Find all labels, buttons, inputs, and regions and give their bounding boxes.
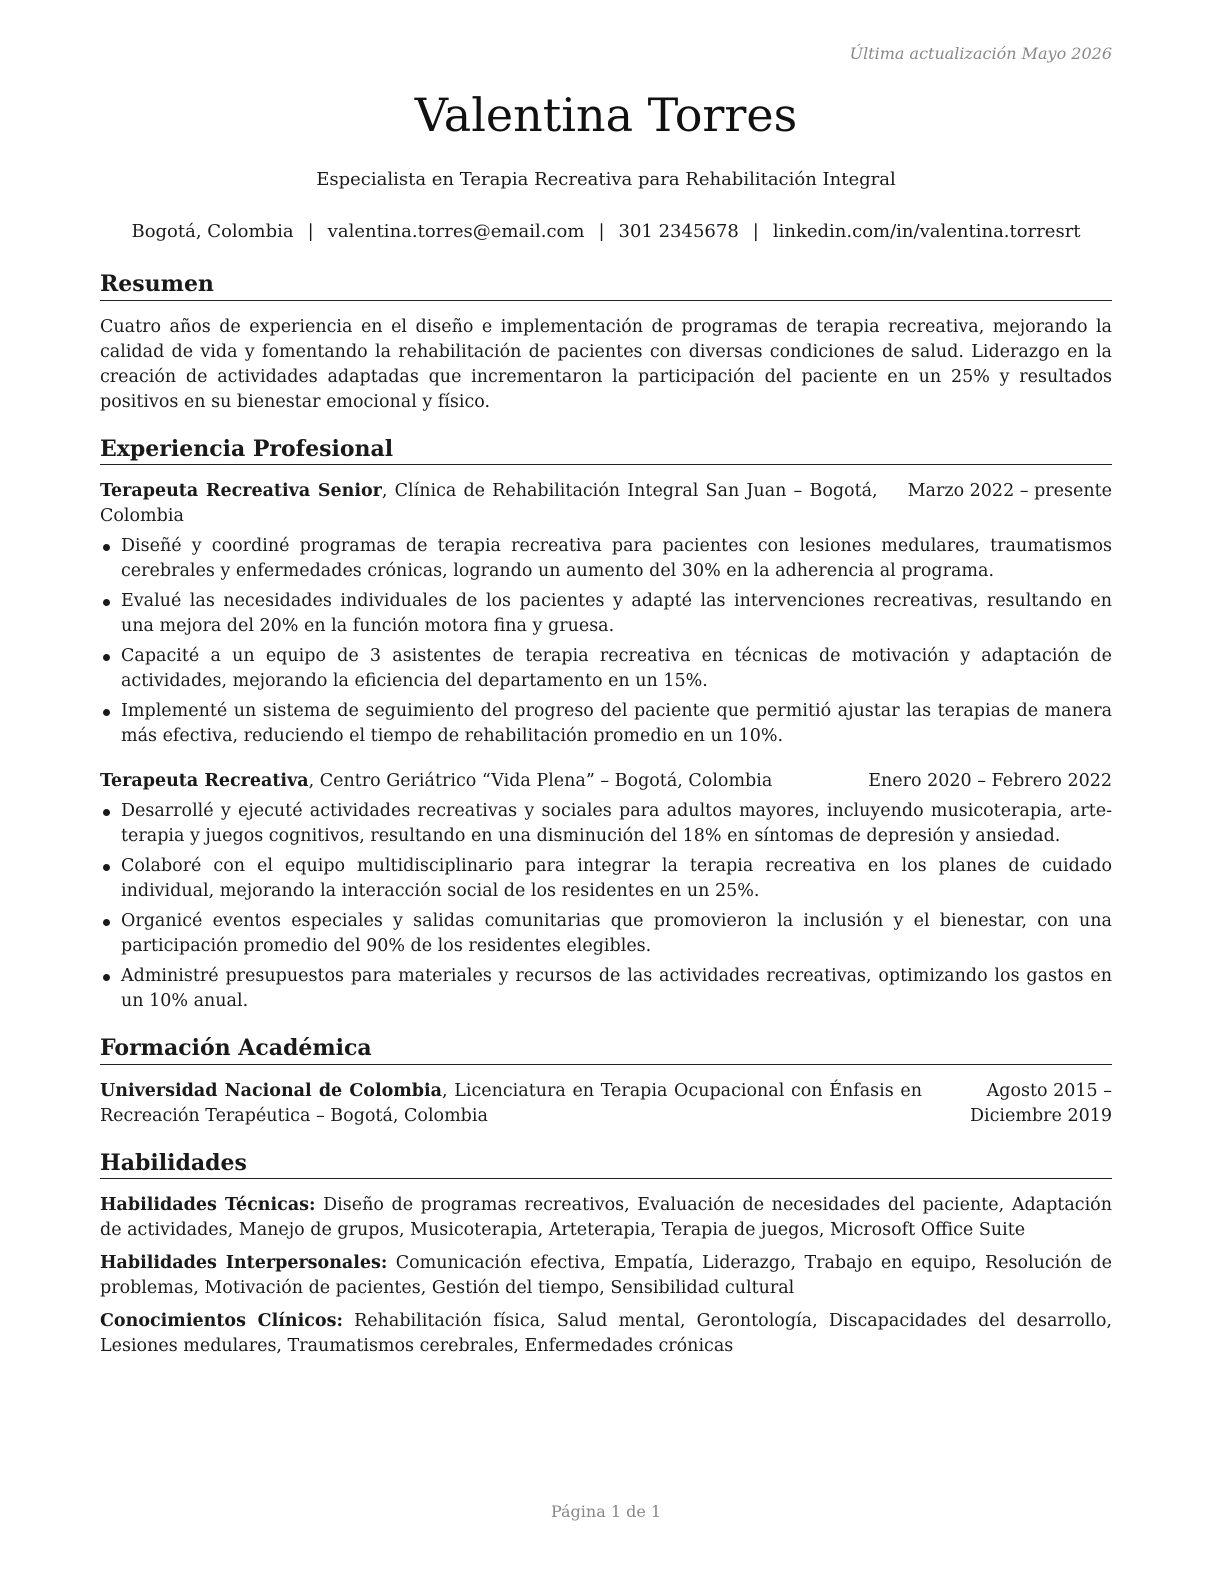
section-title-education: Formación Académica: [100, 1034, 1112, 1065]
job-bullets: [100, 799, 1112, 1014]
skill-group: [100, 1251, 1112, 1301]
bullet-icon: [103, 974, 110, 981]
education-entry: [100, 1079, 1112, 1129]
contact-separator: |: [307, 221, 314, 242]
last-updated-note: Última actualización Mayo 2026: [849, 44, 1112, 63]
job-bullets: [100, 534, 1112, 749]
job-dates: Marzo 2022 – presente: [907, 481, 1112, 502]
bullet-icon: [103, 599, 110, 606]
list-item: [100, 644, 1112, 694]
bullet-icon: [103, 654, 110, 661]
skill-group-text: Comunicación efectiva, Empatía, Liderazgo, Trabajo en equipo, Resolución de problemas, Motivación de pacientes, Gestión del tiempo, Sensibilidad cultural: [100, 1253, 1112, 1299]
skill-group-text: Diseño de programas recreativos, Evaluación de necesidades del paciente, Adaptación de actividades, Manejo de grupos, Musicoterapia, Arteterapia, Terapia de juegos, Microsoft Office Suite: [100, 1195, 1112, 1241]
skill-group: [100, 1309, 1112, 1359]
contact-separator: |: [752, 221, 759, 242]
job-dates: Enero 2020 – Febrero 2022: [868, 771, 1112, 792]
skill-group-label: Habilidades Técnicas:: [100, 1195, 316, 1216]
bullet-text: Desarrollé y ejecuté actividades recreativas y sociales para adultos mayores, incluyendo musicoterapia, arte-terapia y juegos cognitivos, resultando en una disminución del 18% en síntomas de depresión y ansiedad.: [121, 801, 1112, 847]
bullet-text: Organicé eventos especiales y salidas comunitarias que promovieron la inclusión y el bienestar, con una participación promedio del 90% de los residentes elegibles.: [121, 911, 1112, 957]
skill-group-text: Rehabilitación física, Salud mental, Gerontología, Discapacidades del desarrollo, Lesiones medulares, Traumatismos cerebrales, Enfermedades crónicas: [100, 1311, 1112, 1357]
summary-text: Cuatro años de experiencia en el diseño e implementación de programas de terapia recreativa, mejorando la calidad de vida y fomentando la rehabilitación de pacientes con diversas condiciones de salud. Liderazgo en la creación de actividades adaptadas que incrementaron la participación del paciente en un 25% y resultados positivos en su bienestar emocional y físico.: [100, 316, 1112, 412]
section-title-skills: Habilidades: [100, 1149, 1112, 1180]
list-item: [100, 589, 1112, 639]
experience-section: [100, 435, 1112, 1015]
summary-section: [100, 270, 1112, 415]
contact-separator: |: [598, 221, 605, 242]
education-section: [100, 1034, 1112, 1129]
candidate-name: Valentina Torres: [414, 88, 798, 142]
job-role: Terapeuta Recreativa Senior: [100, 481, 382, 502]
job-title-line: [100, 769, 868, 794]
bullet-icon: [103, 709, 110, 716]
education-school: Universidad Nacional de Colombia: [100, 1080, 443, 1101]
list-item: [100, 909, 1112, 959]
bullet-icon: [103, 919, 110, 926]
skill-group-label: Habilidades Interpersonales:: [100, 1253, 388, 1274]
section-title-experience: Experiencia Profesional: [100, 435, 1112, 466]
list-item: [100, 799, 1112, 849]
resume-body: [100, 270, 1112, 1359]
job-organization: , Clínica de Rehabilitación Integral San Juan – Bogotá, Colombia: [100, 481, 878, 527]
skill-group: [100, 1193, 1112, 1243]
contact-email[interactable]: valentina.torres@email.com: [327, 221, 585, 242]
list-item: [100, 534, 1112, 584]
list-item: [100, 964, 1112, 1014]
skills-section: [100, 1149, 1112, 1360]
job-header: [100, 769, 1112, 794]
job-header: [100, 479, 1112, 529]
list-item: [100, 854, 1112, 904]
bullet-text: Capacité a un equipo de 3 asistentes de terapia recreativa en técnicas de motivación y adaptación de actividades, mejorando la eficiencia del departamento en un 15%.: [121, 646, 1112, 692]
job-entry: [100, 769, 1112, 1014]
bullet-text: Evalué las necesidades individuales de los pacientes y adapté las intervenciones recreativas, resultando en una mejora del 20% en la función motora fina y gruesa.: [121, 591, 1112, 637]
professional-title: Especialista en Terapia Recreativa para Rehabilitación Integral: [316, 169, 896, 190]
job-title-line: [100, 479, 908, 529]
page-number: Página 1 de 1: [550, 1502, 662, 1521]
job-entry: [100, 479, 1112, 749]
skill-group-label: Conocimientos Clínicos:: [100, 1311, 343, 1332]
job-organization: , Centro Geriátrico “Vida Plena” – Bogotá, Colombia: [308, 771, 773, 792]
list-item: [100, 699, 1112, 749]
job-role: Terapeuta Recreativa: [100, 771, 309, 792]
contact-line: [100, 220, 1112, 243]
contact-phone: 301 2345678: [618, 221, 739, 242]
bullet-text: Administré presupuestos para materiales y recursos de las actividades recreativas, optimizando los gastos en un 10% anual.: [121, 966, 1112, 1012]
bullet-text: Implementé un sistema de seguimiento del progreso del paciente que permitió ajustar las terapias de manera más efectiva, reduciendo el tiempo de rehabilitación promedio en un 10%.: [121, 701, 1112, 747]
section-title-summary: Resumen: [100, 270, 1112, 301]
bullet-icon: [103, 809, 110, 816]
bullet-icon: [103, 544, 110, 551]
bullet-text: Colaboré con el equipo multidisciplinario para integrar la terapia recreativa en los planes de cuidado individual, mejorando la interacción social de los residentes en un 25%.: [121, 856, 1112, 902]
contact-linkedin[interactable]: linkedin.com/in/valentina.torresrt: [772, 221, 1081, 242]
bullet-text: Diseñé y coordiné programas de terapia recreativa para pacientes con lesiones medulares, traumatismos cerebrales y enfermedades crónicas, logrando un aumento del 30% en la adherencia al programa.: [121, 536, 1112, 582]
bullet-icon: [103, 864, 110, 871]
education-dates: Agosto 2015 – Diciembre 2019: [970, 1080, 1112, 1126]
contact-location: Bogotá, Colombia: [131, 221, 294, 242]
education-degree: , Licenciatura en Terapia Ocupacional con Énfasis en Recreación Terapéutica – Bogotá, Colombia: [100, 1080, 922, 1126]
education-degree-line: [100, 1079, 932, 1129]
